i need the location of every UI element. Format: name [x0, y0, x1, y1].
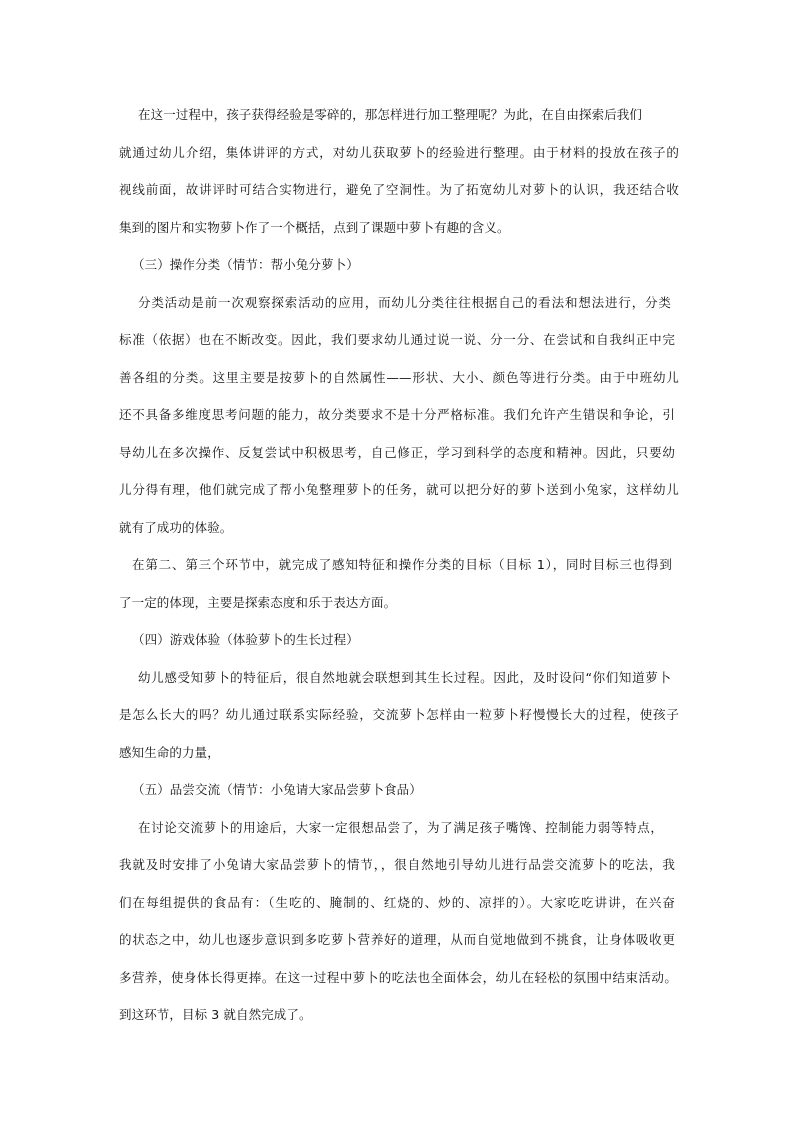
paragraph-2-line-7: 就有了成功的体验。	[119, 520, 233, 535]
paragraph-5-line-5: 多营养，使身体长得更捧。在这一过程中萝卜的吃法也全面体会，幼儿在轻松的氛围中结束活动。	[119, 970, 677, 985]
paragraph-2-line-5: 导幼儿在多次操作、反复尝试中积极思考，自己修正，学习到科学的态度和精神。因此，只要幼	[119, 445, 675, 460]
paragraph-2-line-4: 还不具备多维度思考问题的能力，故分类要求不是十分严格标准。我们允许产生错误和争论，引	[119, 407, 675, 422]
paragraph-1-line-4: 集到的图片和实物萝卜作了一个概括，点到了课题中萝卜有趣的含义。	[119, 220, 510, 235]
paragraph-2-line-2: 标准（依据）也在不断改变。因此，我们要求幼儿通过说一说、分一分、在尝试和自我纠正中完	[119, 332, 675, 347]
paragraph-5-line-2: 我就及时安排了小兔请大家品尝萝卜的情节，，很自然地引导幼儿进行品尝交流萝卜的吃法，我	[119, 857, 675, 872]
paragraph-2-line-6: 儿分得有理，他们就完成了帮小兔整理萝卜的任务，就可以把分好的萝卜送到小兔家，这样幼儿	[119, 482, 679, 497]
paragraph-1-line-3: 视线前面，故讲评时可结合实物进行，避免了空洞性。为了拓宽幼儿对萝卜的认识，我还结合收	[119, 182, 679, 197]
section-heading-5: （五）品尝交流（情节：小兔请大家品尝萝卜食品）	[132, 782, 422, 797]
paragraph-1-line-2: 就通过幼儿介绍，集体讲评的方式，对幼儿获取萝卜的经验进行整理。由于材料的投放在孩子的	[119, 145, 679, 160]
section-heading-4: （四）游戏体验（体验萝卜的生长过程）	[132, 632, 359, 647]
paragraph-4-line-1: 幼儿感受知萝卜的特征后，很自然地就会联想到其生长过程。因此，及时设问“你们知道萝卜	[138, 670, 671, 685]
paragraph-3-line-1: 在第二、第三个环节中，就完成了感知特征和操作分类的目标（目标 1），同时目标三也得到	[132, 557, 672, 572]
paragraph-2-line-1: 分类活动是前一次观察探索活动的应用，而幼儿分类往往根据自己的看法和想法进行，分类	[138, 295, 671, 310]
paragraph-5-line-4: 的状态之中，幼儿也逐步意识到多吃萝卜营养好的道理，从而自觉地做到不挑食，让身体吸收更	[119, 932, 675, 947]
paragraph-4-line-3: 感知生命的力量，	[119, 745, 220, 760]
paragraph-5-line-6: 到这环节，目标 3 就自然完成了。	[119, 1007, 312, 1022]
section-heading-3: （三）操作分类（情节：帮小兔分萝卜）	[132, 257, 359, 272]
paragraph-5-line-3: 们在每组提供的食品有：（生吃的、腌制的、红烧的、炒的、凉拌的）。大家吃吃讲讲，在兴奋	[119, 895, 675, 910]
paragraph-3-line-2: 了一定的体现，主要是探索态度和乐于表达方面。	[119, 595, 397, 610]
paragraph-1-line-1: 在这一过程中，孩子获得经验是零碎的，那怎样进行加工整理呢？为此，在自由探索后我们	[138, 107, 643, 122]
paragraph-4-line-2: 是怎么长大的吗？幼儿通过联系实际经验，交流萝卜怎样由一粒萝卜籽慢慢长大的过程，使孩子	[119, 707, 679, 722]
paragraph-2-line-3: 善各组的分类。这里主要是按萝卜的自然属性——形状、大小、颜色等进行分类。由于中班幼儿	[119, 370, 679, 385]
paragraph-5-line-1: 在讨论交流萝卜的用途后，大家一定很想品尝了，为了满足孩子嘴馋、控制能力弱等特点，	[138, 820, 663, 835]
